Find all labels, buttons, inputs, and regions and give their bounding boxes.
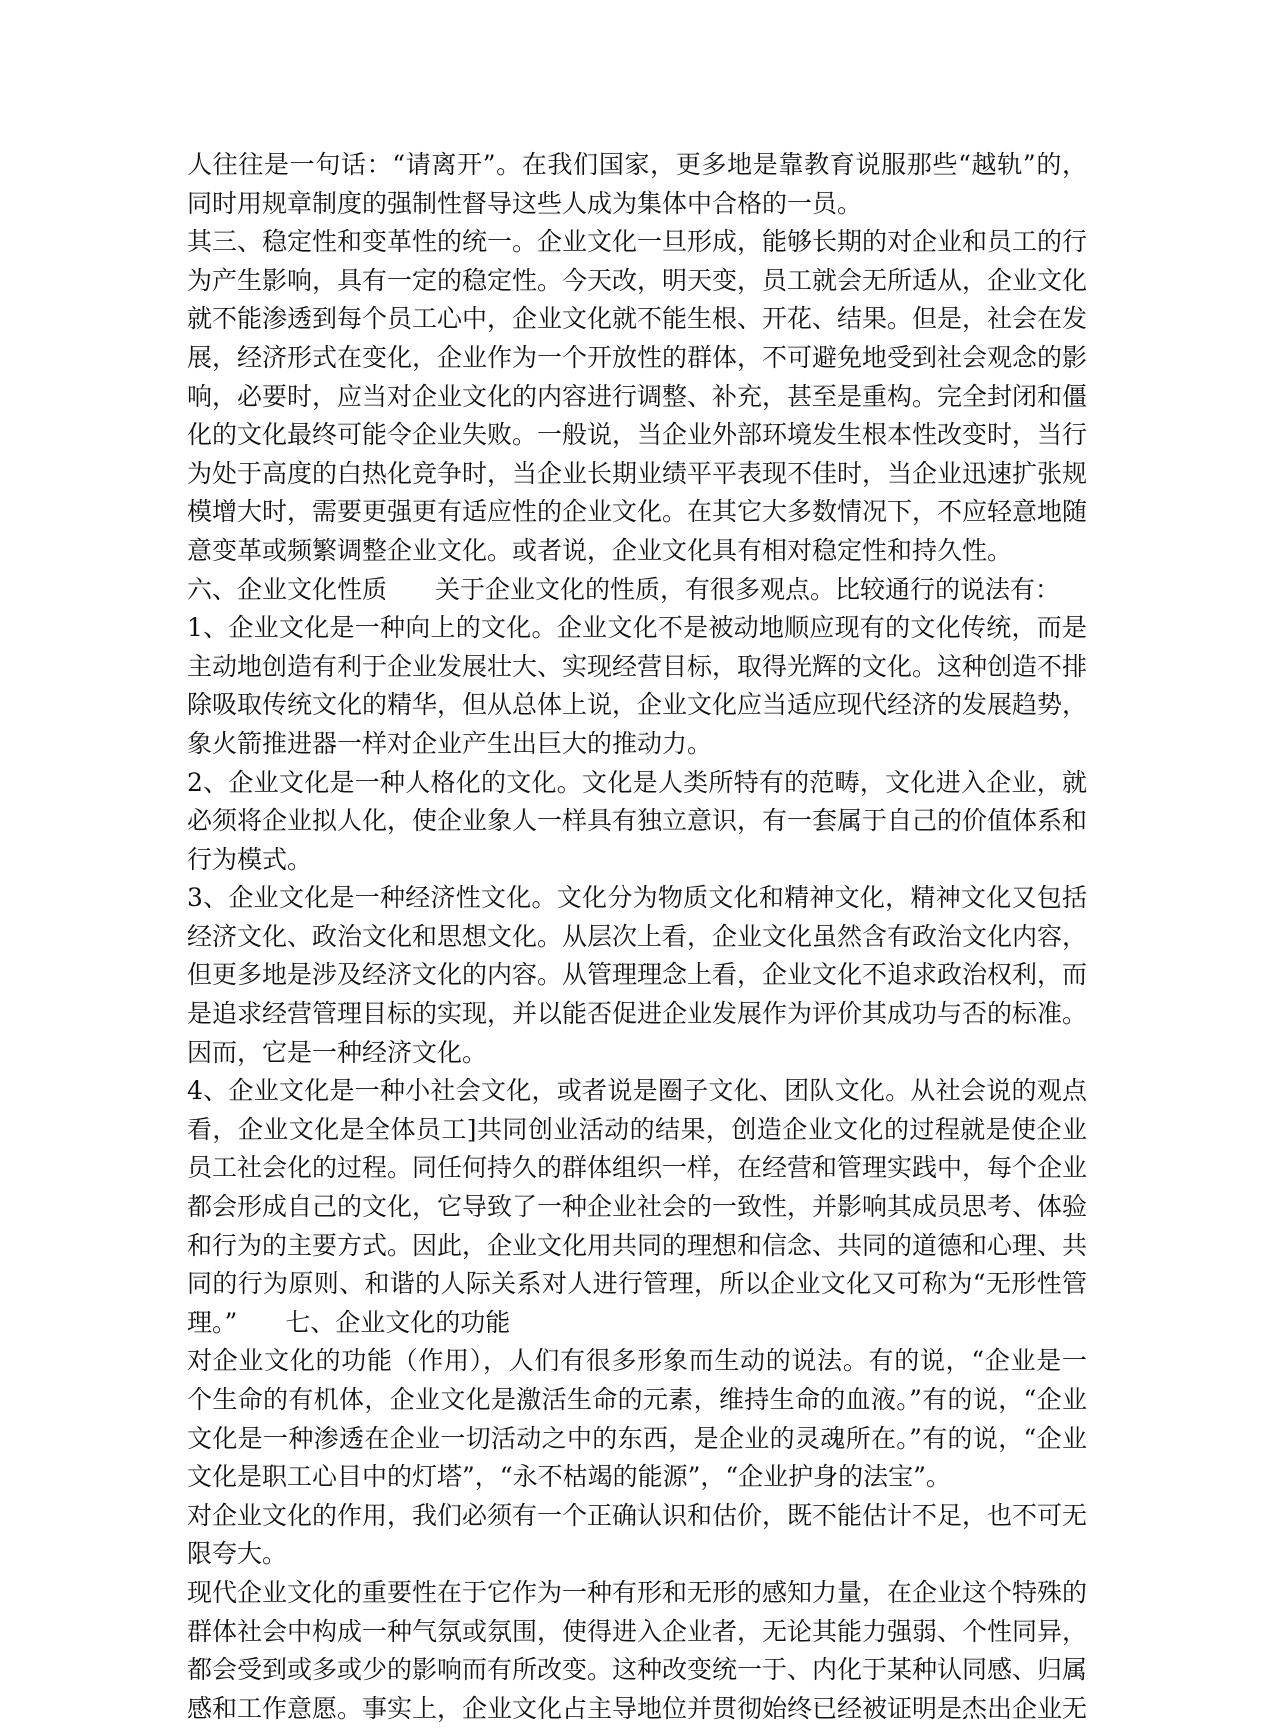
list-item-1: 1、企业文化是一种向上的文化。企业文化不是被动地顺应现有的文化传统，而是主动地创造有利于企业发展壮大、实现经营目标，取得光辉的文化。这种创造不排除吸取传统文化的精华，但从总体上说，企业文化应当适应现代经济的发展趋势，象火箭推进器一样对企业产生出巨大的推动力。 [187, 613, 1088, 758]
paragraph-function-metaphors: 对企业文化的功能（作用），人们有很多形象而生动的说法。有的说，“企业是一个生命的有机体，企业文化是激活生命的元素，维持生命的血液。”有的说，“企业文化是一种渗透在企业一切活动之中的东西，是企业的灵魂所在。”有的说，“企业文化是职工心目中的灯塔”，“永不枯竭的能源”，“企业护身的法宝”。 [187, 1346, 1087, 1492]
list-item-2: 2、企业文化是一种人格化的文化。文化是人类所特有的范畴，文化进入企业，就必须将企业拟人化，使企业象人一样具有独立意识，有一套属于自己的价值体系和行为模式。 [187, 767, 1088, 874]
list-item-4 [187, 1072, 1087, 1342]
section-6-line [187, 571, 1087, 610]
section-6-heading: 六、企业文化性质 [187, 574, 388, 604]
paragraph-intro-continuation: 人往往是一句话：“请离开”。在我们国家，更多地是靠教育说服那些“越轨”的，同时用规章制度的强制性督导这些人成为集体中合格的一员。 [187, 150, 1087, 218]
paragraph-stability-and-change: 其三、稳定性和变革性的统一。企业文化一旦形成，能够长期的对企业和员工的行为产生影响，具有一定的稳定性。今天改，明天变，员工就会无所适从，企业文化就不能渗透到每个员工心中，企业文化就不能生根、开花、结果。但是，社会在发展，经济形式在变化，企业作为一个开放性的群体，不可避免地受到社会观念的影响，必要时，应当对企业文化的内容进行调整、补充，甚至是重构。完全封闭和僵化的文化最终可能令企业失败。一般说，当企业外部环境发生根本性改变时，当行为处于高度的白热化竞争时，当企业长期业绩平平表现不佳时，当企业迅速扩张规模增大时，需要更强更有适应性的企业文化。在其它大多数情况下，不应轻意地随意变革或频繁调整企业文化。或者说，企业文化具有相对稳定性和持久性。 [187, 227, 1088, 565]
list-item-4-text: 4、企业文化是一种小社会文化，或者说是圈子文化、团队文化。从社会说的观点看，企业文化是全体员工]共同创业活动的结果，创造企业文化的过程就是使企业员工社会化的过程。同任何持久的群体组织一样，在经营和管理实践中，每个企业都会形成自己的文化，它导致了一种企业社会的一致性，并影响其成员思考、体验和行为的主要方式。因此，企业文化用共同的理想和信念、共同的道德和心理、共同的行为原则、和谐的人际关系对人进行管理，所以企业文化又可称为“无形性管理。” [187, 1076, 1088, 1337]
document-page [187, 146, 1087, 1728]
paragraph-correct-assessment: 对企业文化的作用，我们必须有一个正确认识和估价，既不能估计不足，也不可无限夸大。 [187, 1500, 1088, 1569]
paragraph-importance: 现代企业文化的重要性在于它作为一种有形和无形的感知力量，在企业这个特殊的群体社会中构成一种气氛或氛围，使得进入企业者，无论其能力强弱、个性同异，都会受到或多或少的影响而有所改变。这种改变统一于、内化于某种认同感、归属感和工作意愿。事实上，企业文化占主导地位并贯彻始终已经被证明是杰出企业无 [187, 1577, 1088, 1723]
list-item-3: 3、企业文化是一种经济性文化。文化分为物质文化和精神文化，精神文化又包括经济文化、政治文化和思想文化。从层次上看，企业文化虽然含有政治文化内容，但更多地是涉及经济文化的内容。从管理理念上看，企业文化不追求政治权利，而是追求经营管理目标的实现，并以能否促进企业发展作为评价其成功与否的标准。因而，它是一种经济文化。 [187, 883, 1088, 1067]
section-6-intro: 关于企业文化的性质，有很多观点。比较通行的说法有： [435, 574, 1061, 604]
section-7-heading: 七、企业文化的功能 [285, 1307, 511, 1337]
